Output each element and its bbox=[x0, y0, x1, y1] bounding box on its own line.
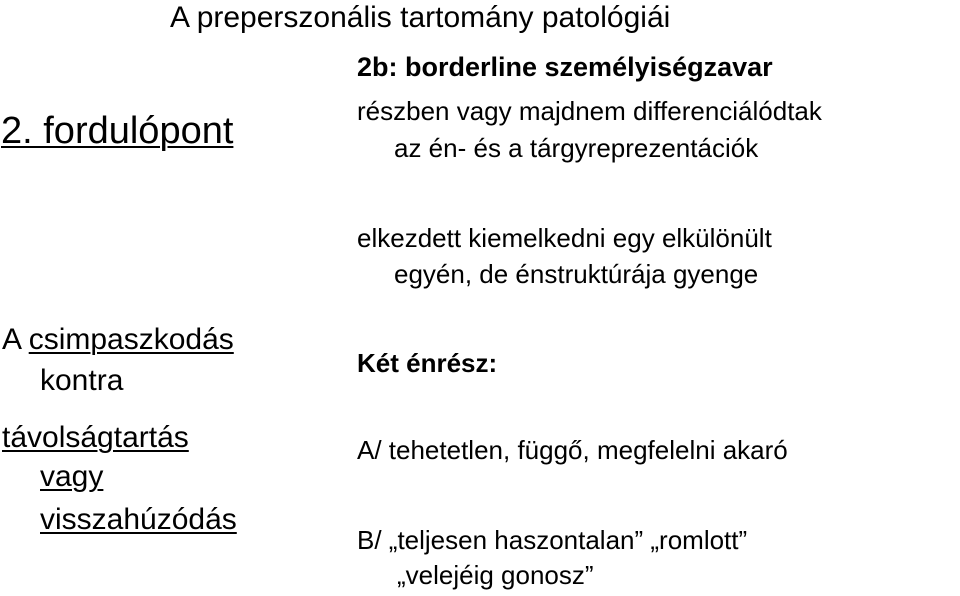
description-line-2: az én- és a tárgyreprezentációk bbox=[394, 133, 759, 163]
withdrawal-term: visszahúzódás bbox=[40, 503, 237, 536]
left-line-or: vagy bbox=[40, 460, 104, 493]
part-b-line-1: B/ „teljesen haszontalan” „romlott” bbox=[357, 525, 748, 555]
left-line-clinging bbox=[2, 325, 234, 355]
clinging-term: csimpaszkodás bbox=[28, 323, 234, 356]
description-line-1: részben vagy majdnem differenciálódtak bbox=[357, 96, 822, 126]
milestone-heading: 2. fordulópont bbox=[1, 110, 234, 152]
description-line-4: egyén, de énstruktúrája gyenge bbox=[394, 259, 759, 289]
page-title: A preperszonális tartomány patológiái bbox=[170, 1, 671, 34]
subtitle: 2b: borderline személyiségzavar bbox=[357, 52, 773, 82]
parts-heading: Két énrész: bbox=[357, 348, 498, 378]
left-prefix: A bbox=[2, 323, 29, 356]
part-a: A/ tehetetlen, függő, megfelelni akaró bbox=[357, 435, 788, 465]
part-b-line-2: „velejéig gonosz” bbox=[397, 560, 594, 590]
description-line-3: elkezdett kiemelkedni egy elkülönült bbox=[357, 223, 772, 253]
left-line-versus: kontra bbox=[40, 364, 124, 397]
distancing-term: távolságtartás bbox=[2, 421, 189, 454]
